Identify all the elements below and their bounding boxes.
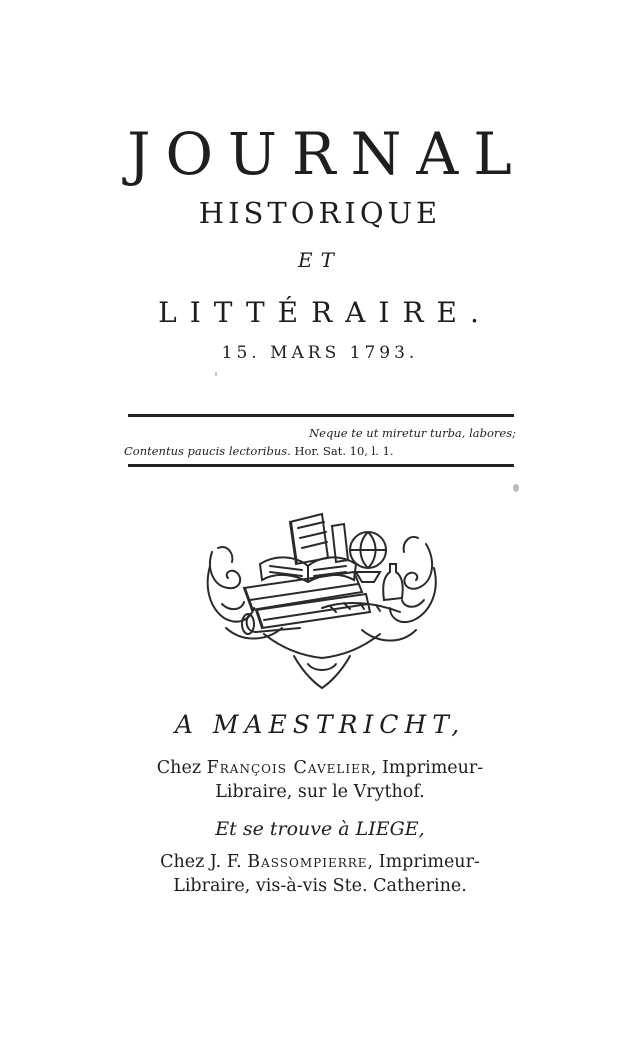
imprint-bookseller-address: Libraire, vis-à-vis Ste. Catherine. bbox=[173, 876, 467, 896]
title-journal: JOURNAL bbox=[127, 120, 527, 188]
imprint-printer-address: Libraire, sur le Vrythof. bbox=[215, 782, 425, 802]
still-life-vignette-icon bbox=[204, 508, 440, 690]
imprint-printer-prefix: Chez bbox=[156, 758, 207, 778]
imprint-printer-title: , Imprimeur- bbox=[370, 758, 484, 778]
paper-speck bbox=[215, 372, 217, 376]
imprint-bookseller-title: , Imprimeur- bbox=[367, 852, 480, 872]
title-et: ET bbox=[298, 248, 342, 272]
imprint-city: A MAESTRICHT, bbox=[174, 710, 466, 739]
imprint-bookseller-name: Bassompierre bbox=[247, 852, 368, 872]
motto-line-2 bbox=[124, 444, 516, 458]
paper-speck bbox=[513, 484, 519, 492]
title-litteraire: LITTÉRAIRE. bbox=[158, 296, 492, 329]
imprint-printer-line bbox=[0, 758, 640, 778]
title-historique: HISTORIQUE bbox=[198, 196, 442, 230]
bottom-rule bbox=[128, 464, 514, 467]
imprint-bookseller-prefix: Chez J. F. bbox=[160, 852, 248, 872]
imprint-printer-name: François Cavelier bbox=[206, 758, 371, 778]
imprint-bookseller-line bbox=[0, 852, 640, 872]
motto-citation: Hor. Sat. 10, l. 1. bbox=[290, 444, 394, 458]
issue-date: 15. MARS 1793. bbox=[221, 343, 419, 363]
imprint-also-sold: Et se trouve à LIEGE, bbox=[215, 818, 425, 840]
top-rule bbox=[128, 414, 514, 417]
motto-quote: Contentus paucis lectoribus. bbox=[124, 444, 291, 458]
motto-line-1: Neque te ut miretur turba, labores; bbox=[309, 426, 516, 440]
